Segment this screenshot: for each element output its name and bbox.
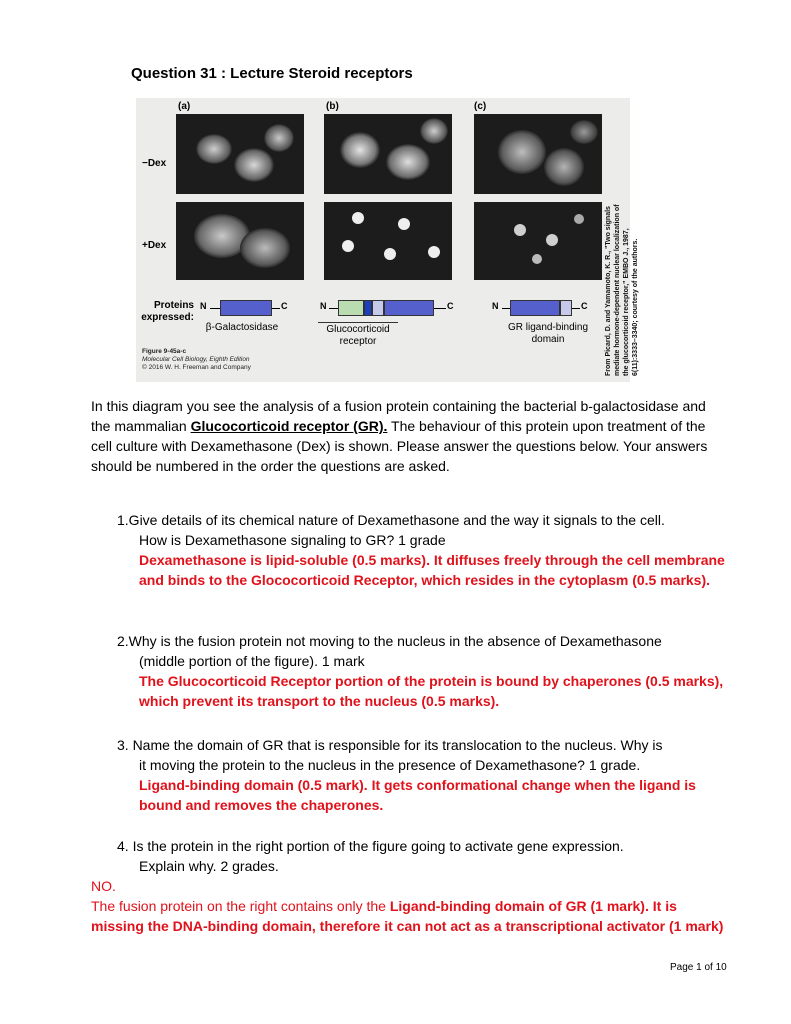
micrograph-c-minus-dex — [474, 114, 602, 194]
answer-2: The Glucocorticoid Receptor portion of the protein is bound by chaperones (0.5 marks), which prevent its transport to the nucleus (0.5 marks). — [139, 673, 724, 709]
intro-text-2: The behaviour of this protein upon treatment of the cell culture with Dexamethasone (Dex) is shown. Please answer the questions below. Your answers should be numbered in the order the questions are asked. — [91, 418, 708, 474]
intro-paragraph — [91, 396, 721, 476]
gr-ligand-binding-domain-bar — [372, 300, 384, 316]
figure-caption-number: Figure 9-45a-c — [142, 348, 187, 355]
construct-c-n-term: N — [492, 301, 499, 311]
answer-4 — [91, 876, 731, 936]
micrograph-b-plus-dex — [324, 202, 452, 280]
construct-c-label-1: GR ligand-binding — [507, 322, 589, 333]
construct-c-linker-left — [502, 308, 510, 309]
answer-1: Dexamethasone is lipid-soluble (0.5 marks). It diffuses freely through the cell membrane and binds to the Glococorticoid Receptor, which resides in the cytoplasm (0.5 marks). — [139, 552, 725, 588]
construct-a-linker-right — [272, 308, 280, 309]
figure-credit: From Picard, D. and Yamamoto, K. R., "Two signals mediate hormone-dependent nuclear localization of the glucocorticoid receptor," EMBO J., 1987, 6(11):3333–3340; courtesy of the authors. — [605, 204, 639, 376]
construct-b-beta-gal-bar — [384, 300, 434, 316]
gr-dna-binding-domain-bar — [364, 300, 372, 316]
micrograph-b-minus-dex — [324, 114, 452, 194]
construct-c-beta-gal-bar — [510, 300, 560, 316]
question-4 — [117, 836, 737, 876]
question-3-line-1: 3. Name the domain of GR that is responsible for its translocation to the nucleus. Why is — [117, 737, 663, 753]
construct-b-label-1: Glucocorticoid — [318, 322, 398, 336]
figure-caption — [142, 348, 251, 372]
micrograph-a-minus-dex — [176, 114, 304, 194]
construct-b-linker-left — [329, 308, 338, 309]
construct-c-label-2: domain — [531, 334, 565, 345]
row-label-minus-dex: −Dex — [142, 158, 167, 169]
construct-a-linker-left — [210, 308, 220, 309]
micrograph-c-plus-dex — [474, 202, 602, 280]
micrograph-a-plus-dex — [176, 202, 304, 280]
construct-a-label: β-Galactosidase — [205, 322, 279, 333]
construct-c-ligand-binding-bar — [560, 300, 572, 316]
question-2-line-2: (middle portion of the figure). 1 mark — [139, 653, 365, 669]
answer-4-no: NO. — [91, 878, 116, 894]
proteins-label: Proteins — [153, 300, 194, 311]
page-number: Page 1 of 10 — [670, 962, 727, 973]
answer-4-bold-1: Ligand-binding domain of GR (1 mark). — [389, 898, 649, 914]
question-2-line-1: 2.Why is the fusion protein not moving to the nucleus in the absence of Dexamethasone — [117, 633, 662, 649]
construct-a-c-term: C — [281, 301, 288, 311]
construct-c-c-term: C — [581, 301, 588, 311]
construct-a-n-term: N — [200, 301, 207, 311]
panel-label-c: (c) — [474, 101, 487, 112]
expressed-label: expressed: — [141, 312, 194, 323]
figure-9-45 — [136, 98, 639, 382]
construct-b-linker-right — [434, 308, 446, 309]
question-3 — [117, 735, 737, 815]
panel-label-b: (b) — [326, 101, 339, 112]
question-1-line-2: How is Dexamethasone signaling to GR? 1 grade — [139, 532, 446, 548]
question-4-line-2: Explain why. 2 grades. — [139, 858, 279, 874]
construct-c-linker-right — [572, 308, 580, 309]
row-label-plus-dex: +Dex — [142, 240, 167, 251]
answer-3: Ligand-binding domain (0.5 mark). It gets conformational change when the ligand is bound and removes the chaperones. — [139, 777, 696, 813]
answer-4-text: The fusion protein on the right contains only the — [91, 898, 390, 914]
intro-highlight: Glucocorticoid receptor (GR). — [190, 418, 388, 434]
question-1-line-1: 1.Give details of its chemical nature of Dexamethasone and the way it signals to the cell. — [117, 512, 665, 528]
page-title: Question 31 : Lecture Steroid receptors — [131, 65, 413, 82]
construct-b-label-2: receptor — [339, 336, 377, 347]
answer-4-bold-2: It is missing the DNA-binding domain, therefore it can not act as a transcriptional activator (1 mark) — [91, 898, 724, 934]
panel-label-a: (a) — [178, 101, 191, 112]
figure-caption-source: Molecular Cell Biology, Eighth Edition — [142, 356, 250, 363]
construct-b-n-term: N — [320, 301, 327, 311]
intro-text-1: In this diagram you see the analysis of a fusion protein containing the bacterial b-galactosidase and the mammalian — [91, 398, 706, 434]
question-1 — [117, 510, 737, 590]
question-3-line-2: it moving the protein to the nucleus in the presence of Dexamethasone? 1 grade. — [139, 757, 641, 773]
figure-caption-copyright: © 2016 W. H. Freeman and Company — [142, 364, 251, 371]
question-2 — [117, 631, 737, 711]
beta-gal-bar — [220, 300, 272, 316]
gr-n-terminal-domain-bar — [338, 300, 364, 316]
construct-b-c-term: C — [447, 301, 454, 311]
question-4-line-1: 4. Is the protein in the right portion of the figure going to activate gene expression. — [117, 838, 624, 854]
